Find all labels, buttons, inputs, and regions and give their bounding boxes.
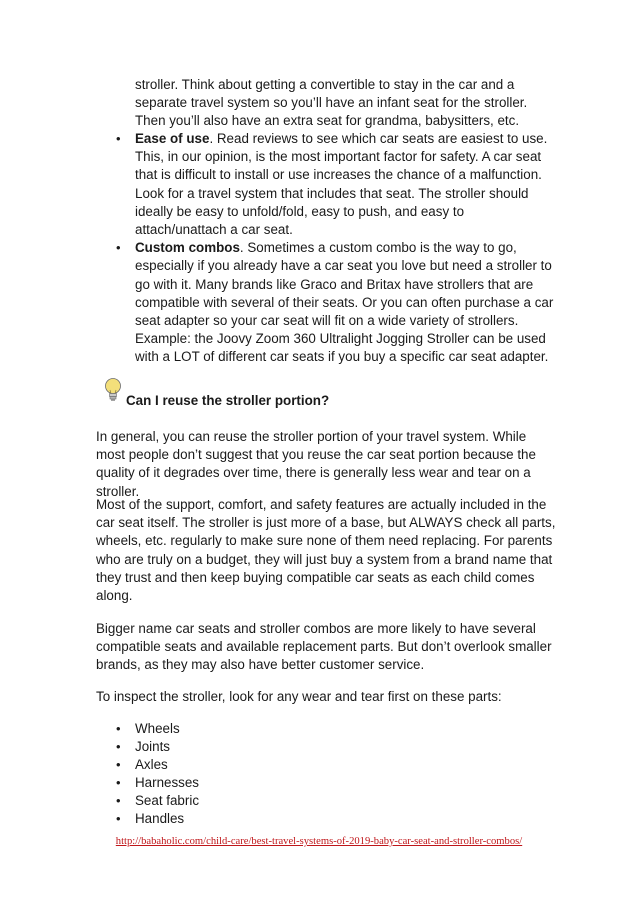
list-item-text: Joints — [135, 739, 170, 755]
list-item-text: Axles — [135, 757, 168, 773]
list-item — [96, 720, 396, 738]
paragraph: Bigger name car seats and stroller combos are more likely to have several compatible seats and available replacement parts. But don’t overlook smaller brands, as they may also have better customer service. — [96, 621, 552, 673]
list-item — [96, 239, 556, 366]
paragraph: Most of the support, comfort, and safety features are actually included in the car seat itself. The stroller is just more of a base, but ALWAYS check all parts, wheels, etc. regularly to make sure none of them need replacing. For parents who are truly on a budget, they will just buy a system from a brand name that they trust and then keep buying compatible car seats as each child comes along. — [96, 497, 556, 604]
bullet-icon: • — [116, 240, 121, 256]
bullet-icon: • — [116, 775, 121, 791]
list-item — [96, 810, 396, 828]
list-item — [96, 774, 396, 792]
section-heading-text: Can I reuse the stroller portion? — [126, 393, 330, 408]
list-item — [96, 738, 396, 756]
bullet-icon: • — [116, 131, 121, 146]
list-item-text: . Read reviews to see which car seats are easiest to use. This, in our opinion, is the most important factor for safety. A car seat that is difficult to install or use increases the chance of a malfunction. Look for a travel system that includes that seat. The stroller should ideally be easy to unfold/fold, easy to push, and easy to attach/unattach a car seat. — [135, 131, 548, 238]
parts-bullet-list — [96, 720, 396, 829]
list-item-text: Wheels — [135, 721, 180, 736]
bullet-icon: • — [116, 793, 121, 809]
bullet-icon: • — [116, 739, 121, 755]
feature-bullet-list — [96, 130, 556, 367]
bullet-icon: • — [116, 721, 121, 736]
paragraph: In general, you can reuse the stroller portion of your travel system. While most people don’t suggest that you reuse the car seat portion because the quality of it degrades over time, there is generally less wear and tear on a stroller. — [96, 429, 536, 499]
bullet-icon: • — [116, 811, 121, 827]
continuation-text: stroller. Think about getting a convertible to stay in the car and a separate travel system so you’ll have an infant seat for the stroller. Then you’ll also have an extra seat for grandma, babysitters, etc. — [135, 77, 528, 129]
list-item-text: Seat fabric — [135, 793, 200, 809]
list-item-title: Custom combos — [135, 240, 240, 256]
source-link[interactable]: http://babaholic.com/child-care/best-travel-systems-of-2019-baby-car-seat-and-stroller-combos/ — [115, 836, 523, 847]
list-item-title: Ease of use — [135, 131, 210, 146]
bullet-icon: • — [116, 757, 121, 773]
paragraph: To inspect the stroller, look for any wear and tear first on these parts: — [96, 689, 502, 704]
list-item — [96, 792, 396, 810]
section-heading — [102, 376, 562, 412]
list-item — [96, 756, 396, 774]
list-item-text: Harnesses — [135, 775, 200, 791]
list-item — [96, 130, 556, 239]
lightbulb-icon — [102, 376, 124, 404]
list-item-text: Handles — [135, 811, 185, 827]
list-item-text: . Sometimes a custom combo is the way to go, especially if you already have a car seat you love but need a stroller to go with it. Many brands like Graco and Britax have strollers that are compatible with several of their seats. Or you can often purchase a car seat adapter so your car seat will fit on a wide variety of strollers. Example: the Joovy Zoom 360 Ultralight Jogging Stroller can be used with a LOT of different car seats if you buy a specific car seat adapter. — [135, 240, 554, 365]
